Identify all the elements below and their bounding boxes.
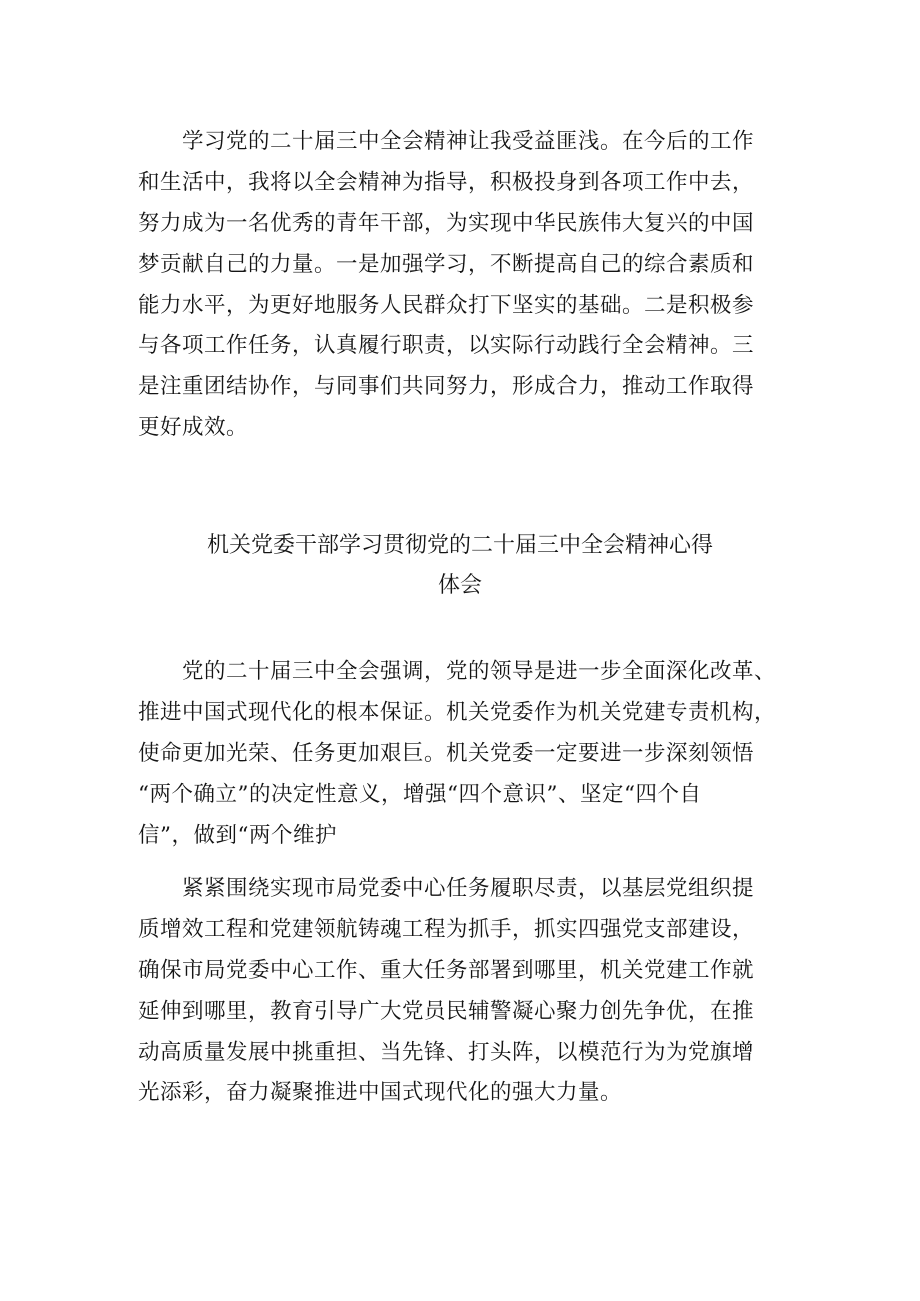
paragraph-duty-performance (138, 869, 786, 1114)
paragraph-line: 推进中国式现代化的根本保证。机关党委作为机关党建专责机构， (138, 699, 777, 725)
heading-line: 机关党委干部学习贯彻党的二十届三中全会精神心得 (206, 533, 713, 558)
paragraph-line: 能力水平，为更好地服务人民群众打下坚实的基础。二是积极参 (138, 292, 755, 318)
paragraph-line: 使命更加光荣、任务更加艰巨。机关党委一定要进一步深刻领悟 (138, 740, 755, 766)
paragraph-line: 更好成效。 (138, 415, 249, 441)
paragraph-line: 紧紧围绕实现市局党委中心任务履职尽责，以基层党组织提 (182, 876, 755, 901)
paragraph-line: 光添彩，奋力凝聚推进中国式现代化的强大力量。 (138, 1080, 623, 1106)
paragraph-line: 信”，做到“两个维护 (138, 822, 337, 848)
paragraph-line: 梦贡献自己的力量。一是加强学习，不断提高自己的综合素质和 (138, 251, 755, 277)
section-heading (120, 526, 800, 606)
paragraph-line: 质增效工程和党建领航铸魂工程为抓手，抓实四强党支部建设， (138, 916, 755, 942)
paragraph-closing-reflection (138, 122, 786, 449)
paragraph-line: 动高质量发展中挑重担、当先锋、打头阵，以模范行为为党旗增 (138, 1039, 755, 1065)
paragraph-line: “两个确立”的决定性意义，增强“四个意识”、坚定“四个自 (138, 781, 702, 807)
paragraph-line: 和生活中，我将以全会精神为指导，积极投身到各项工作中去， (138, 169, 755, 195)
paragraph-line: 与各项工作任务，认真履行职责，以实际行动践行全会精神。三 (138, 333, 755, 359)
paragraph-line: 延伸到哪里，教育引导广大党员民辅警凝心聚力创先争优，在推 (138, 998, 755, 1024)
paragraph-line: 努力成为一名优秀的青年干部，为实现中华民族伟大复兴的中国 (138, 210, 755, 236)
paragraph-line: 学习党的二十届三中全会精神让我受益匪浅。在今后的工作 (182, 129, 755, 154)
paragraph-party-leadership (138, 652, 786, 856)
paragraph-line: 确保市局党委中心工作、重大任务部署到哪里，机关党建工作就 (138, 957, 755, 983)
paragraph-line: 是注重团结协作，与同事们共同努力，形成合力，推动工作取得 (138, 374, 755, 400)
heading-line: 体会 (437, 573, 482, 598)
paragraph-line: 党的二十届三中全会强调，党的领导是进一步全面深化改革、 (182, 659, 777, 684)
